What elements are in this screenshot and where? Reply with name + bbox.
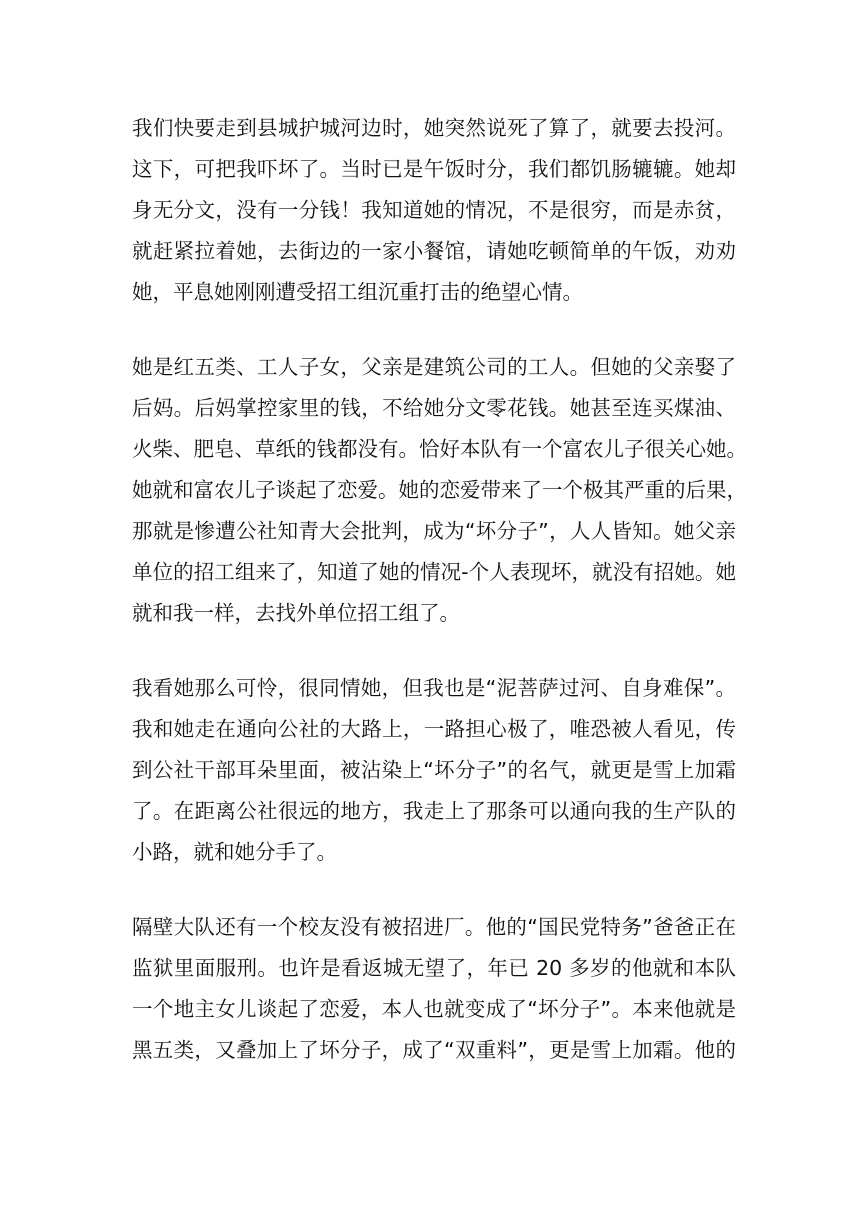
text-line: 我看她那么可怜，很同情她，但我也是“泥菩萨过河、自身难保”。: [132, 676, 736, 700]
text-line: 她，平息她刚刚遭受招工组沉重打击的绝望心情。: [132, 280, 583, 304]
text-line: 就和我一样，去找外单位招工组了。: [132, 601, 460, 625]
text-line: 黑五类，又叠加上了坏分子，成了“双重料”，更是雪上加霜。他的: [132, 1038, 736, 1062]
text-line: 监狱里面服刑。也许是看返城无望了，年已 20 多岁的他就和本队: [132, 956, 736, 980]
paragraph-3: [132, 668, 736, 873]
paragraph-4: [132, 907, 736, 1071]
text-line: 火柴、肥皂、草纸的钱都没有。恰好本队有一个富农儿子很关心她。: [132, 437, 747, 461]
text-line: 身无分文，没有一分钱！我知道她的情况，不是很穷，而是赤贫，: [132, 198, 736, 222]
text-line: 后妈。后妈掌控家里的钱，不给她分文零花钱。她甚至连买煤油、: [132, 396, 736, 420]
text-line: 她是红五类、工人子女，父亲是建筑公司的工人。但她的父亲娶了: [132, 355, 736, 379]
paragraph-2: [132, 347, 747, 634]
text-line: 她就和富农儿子谈起了恋爱。她的恋爱带来了一个极其严重的后果，: [132, 478, 747, 502]
text-line: 隔壁大队还有一个校友没有被招进厂。他的“国民党特务”爸爸正在: [132, 915, 736, 939]
paragraph-1: [132, 108, 736, 313]
text-line: 就赶紧拉着她，去街边的一家小餐馆，请她吃顿简单的午饭，劝劝: [132, 239, 736, 263]
text-line: 我和她走在通向公社的大路上，一路担心极了，唯恐被人看见，传: [132, 717, 736, 741]
text-line: 单位的招工组来了，知道了她的情况-个人表现坏，就没有招她。她: [132, 560, 736, 584]
document-body: [132, 108, 747, 1105]
text-line: 那就是惨遭公社知青大会批判，成为“坏分子”，人人皆知。她父亲: [132, 519, 736, 543]
text-line: 这下，可把我吓坏了。当时已是午饭时分，我们都饥肠辘辘。她却: [132, 157, 736, 181]
text-line: 小路，就和她分手了。: [132, 840, 337, 864]
text-line: 到公社干部耳朵里面，被沾染上“坏分子”的名气，就更是雪上加霜: [132, 758, 736, 782]
text-line: 了。在距离公社很远的地方，我走上了那条可以通向我的生产队的: [132, 799, 736, 823]
text-line: 一个地主女儿谈起了恋爱，本人也就变成了“坏分子”。本来他就是: [132, 997, 736, 1021]
text-line: 我们快要走到县城护城河边时，她突然说死了算了，就要去投河。: [132, 116, 736, 140]
